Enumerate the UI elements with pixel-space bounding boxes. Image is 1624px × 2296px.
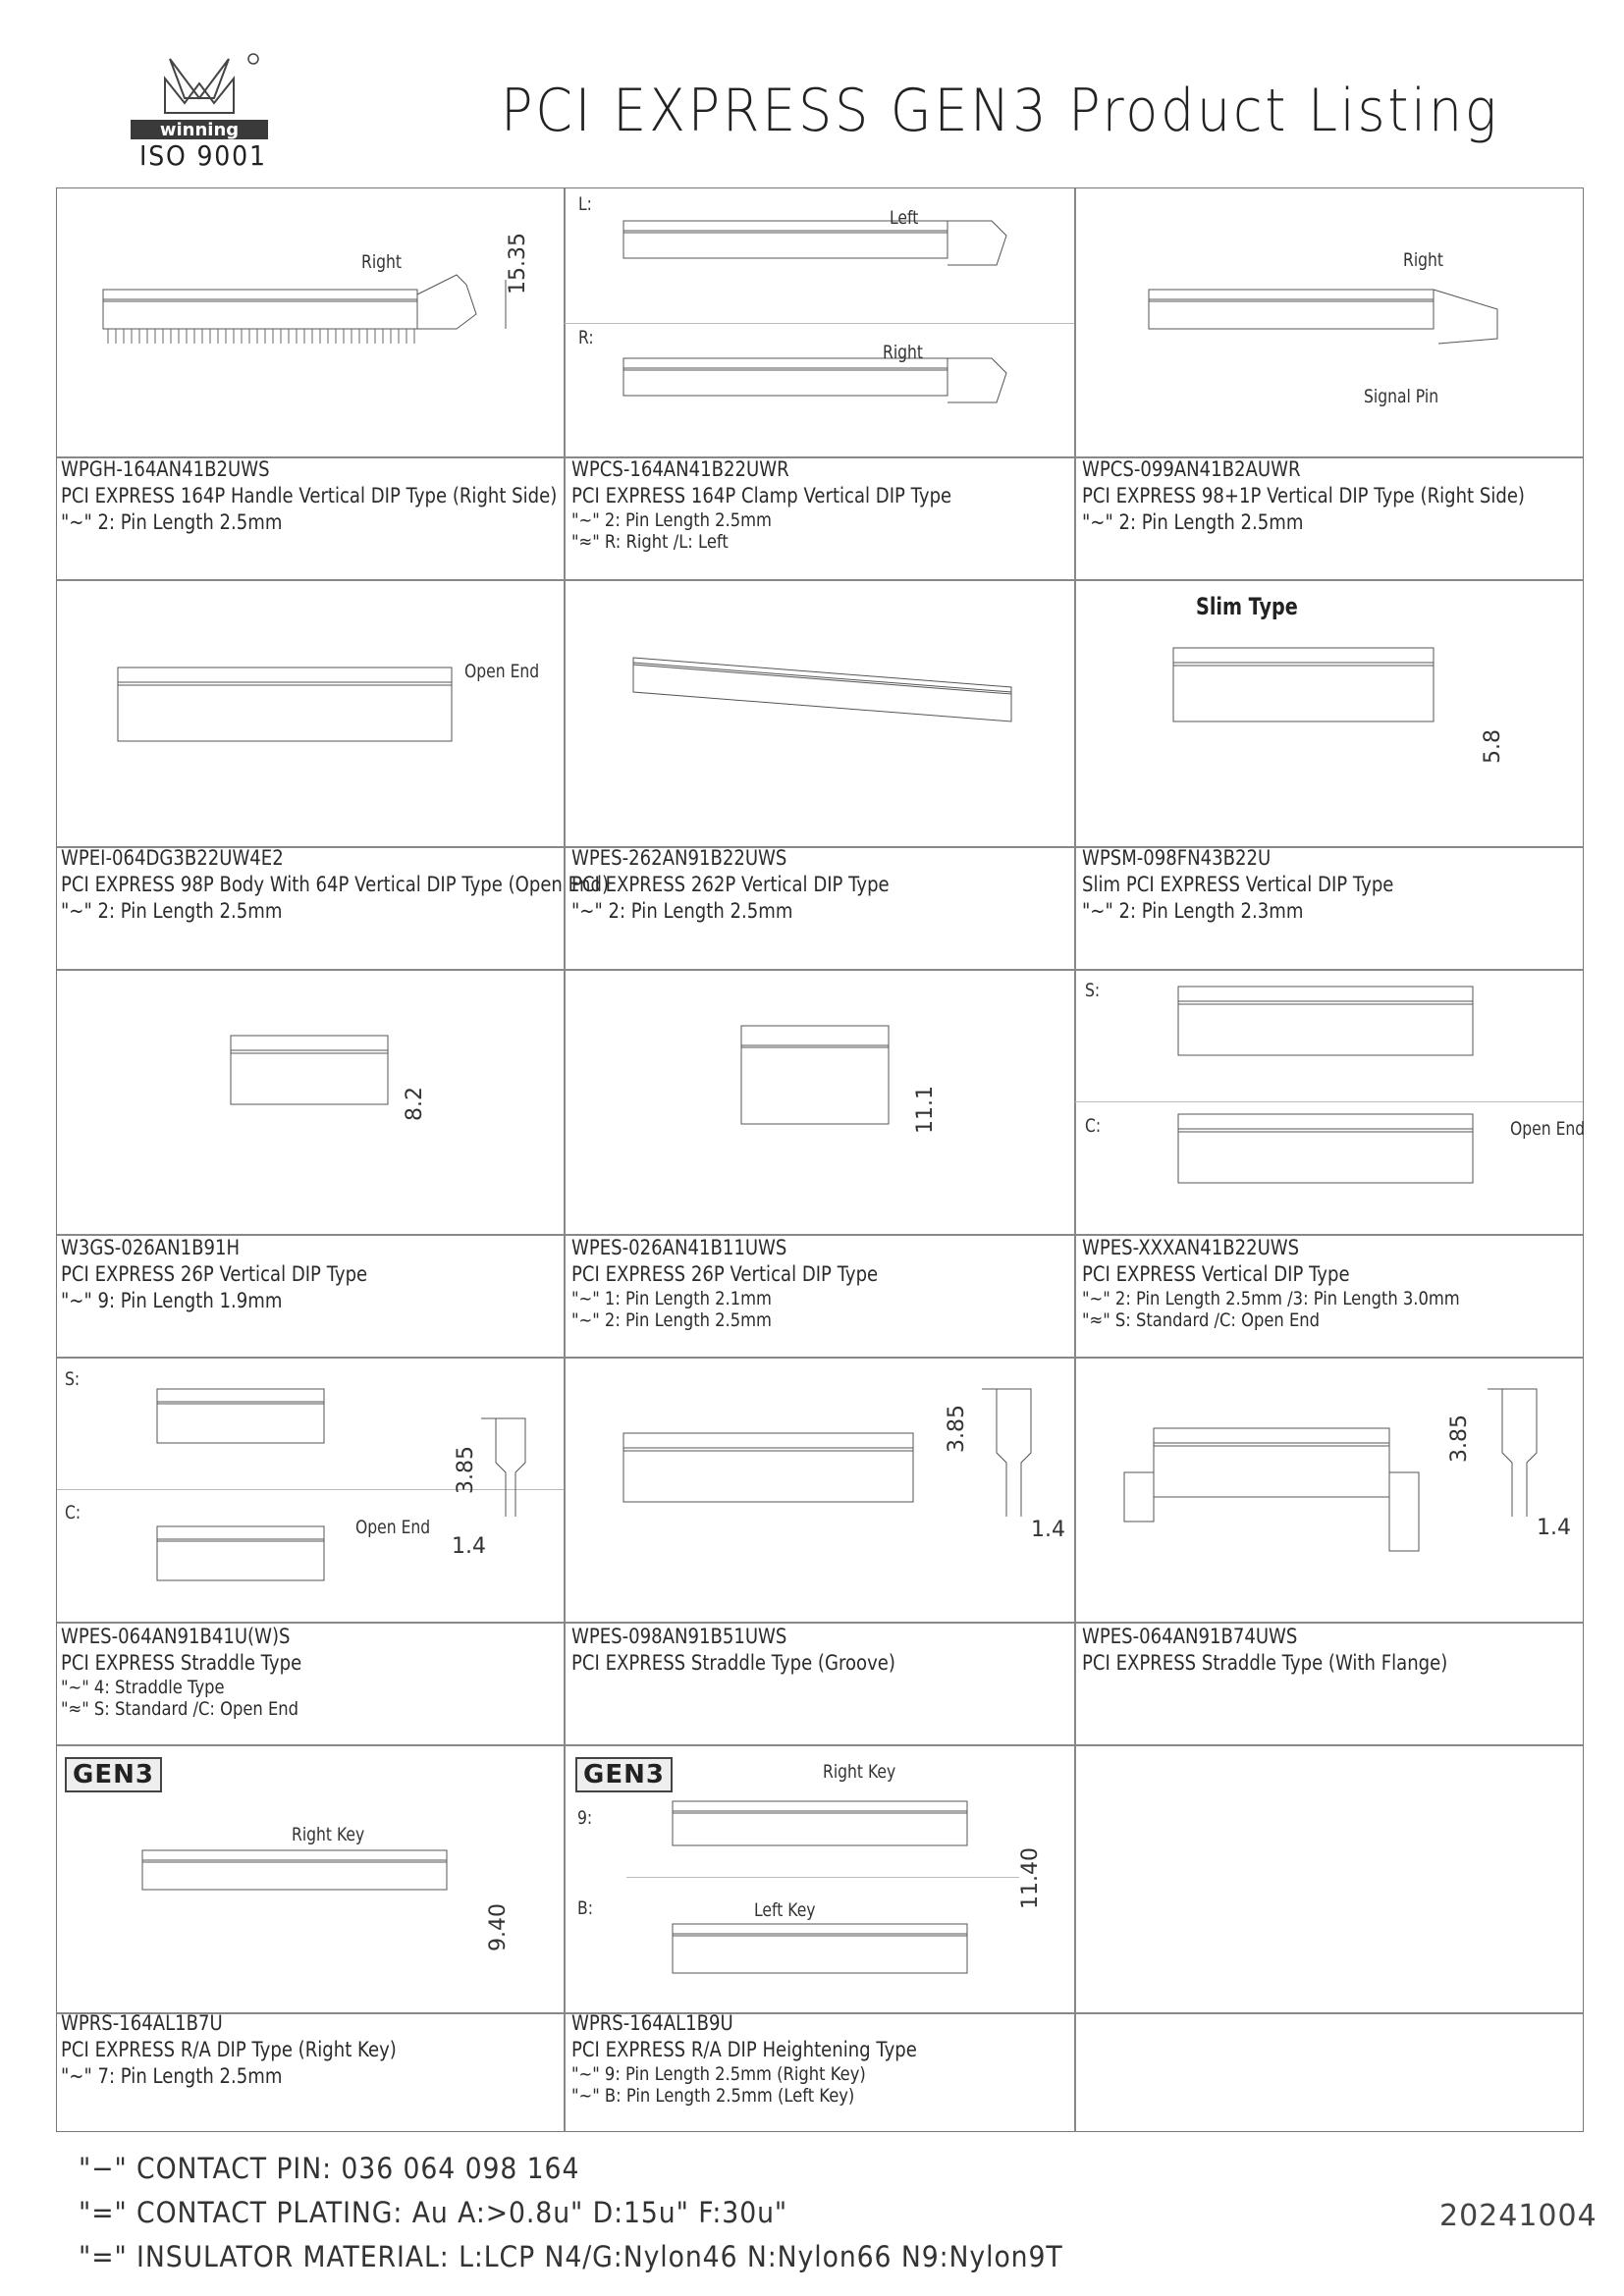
- product-note: "≈" S: Standard /C: Open End: [1082, 1309, 1321, 1331]
- product-caption: [571, 845, 890, 925]
- part-number: WPCS-099AN41B2AUWR: [1082, 457, 1301, 481]
- profile-drawing-11: [977, 1384, 1036, 1522]
- product-description: PCI EXPRESS 26P Vertical DIP Type: [61, 1262, 368, 1286]
- product-caption: [61, 1235, 367, 1314]
- product-caption: [61, 845, 609, 925]
- dim-1-4-2: 1.4: [1031, 1518, 1065, 1542]
- connector-drawing-10b: [152, 1522, 339, 1610]
- product-caption: [61, 1624, 301, 1720]
- product-description: PCI EXPRESS 98P Body With 64P Vertical DIP Type (Open End): [61, 873, 609, 896]
- profile-drawing-12: [1483, 1384, 1542, 1522]
- gen3-badge-2: GEN3: [575, 1757, 673, 1792]
- product-note: "~" 2: Pin Length 2.5mm: [571, 509, 772, 531]
- iso-label: ISO 9001: [139, 139, 267, 172]
- product-note: "≈" S: Standard /C: Open End: [61, 1698, 299, 1720]
- logo-wordmark: winning: [159, 120, 240, 140]
- label-open-end-2: Open End: [1510, 1118, 1586, 1140]
- connector-drawing-14b: [668, 1919, 982, 1998]
- product-note: "~" 2: Pin Length 2.5mm /3: Pin Length 3.0mm: [1082, 1288, 1460, 1309]
- part-number: WPEI-064DG3B22UW4E2: [61, 846, 284, 870]
- dim-3-85: 3.85: [454, 1446, 478, 1494]
- part-number: WPES-262AN91B22UWS: [571, 846, 787, 870]
- product-note: "~" 2: Pin Length 2.3mm: [1082, 899, 1304, 923]
- product-description: Slim PCI EXPRESS Vertical DIP Type: [1082, 873, 1394, 896]
- label-left-key: Left Key: [754, 1899, 816, 1921]
- product-note: "~" 2: Pin Length 2.5mm: [61, 899, 283, 923]
- product-description: PCI EXPRESS 26P Vertical DIP Type: [571, 1262, 879, 1286]
- dim-9-40: 9.40: [486, 1903, 511, 1951]
- label-l: L:: [578, 193, 592, 215]
- label-c-2: C:: [65, 1502, 81, 1523]
- connector-drawing-10a: [152, 1384, 339, 1472]
- product-description: PCI EXPRESS 98+1P Vertical DIP Type (Right Side): [1082, 484, 1525, 507]
- gen3-badge-1: GEN3: [65, 1757, 162, 1792]
- part-number: WPES-026AN41B11UWS: [571, 1236, 787, 1259]
- product-caption: [1082, 845, 1393, 925]
- product-description: PCI EXPRESS R/A DIP Type (Right Key): [61, 2038, 397, 2061]
- label-right-3: Right: [1403, 249, 1444, 271]
- dim-15-35: 15.35: [506, 233, 530, 294]
- product-description: PCI EXPRESS R/A DIP Heightening Type: [571, 2038, 917, 2061]
- dim-11-40: 11.40: [1018, 1847, 1043, 1909]
- product-caption: [1082, 456, 1525, 536]
- product-caption: [61, 2010, 397, 2090]
- footer-line-contact-plating: "=" CONTACT PLATING: Au A:>0.8u" D:15u" F:30u": [79, 2196, 788, 2229]
- label-left: Left: [890, 207, 919, 229]
- product-note: "~" 4: Straddle Type: [61, 1677, 225, 1698]
- part-number: WPSM-098FN43B22U: [1082, 846, 1272, 870]
- connector-drawing-6: [1168, 643, 1453, 761]
- part-number: WPGH-164AN41B2UWS: [61, 457, 270, 481]
- product-description: PCI EXPRESS 164P Handle Vertical DIP Type (Right Side): [61, 484, 558, 507]
- product-caption: [571, 456, 951, 553]
- part-number: WPRS-164AL1B7U: [61, 2011, 223, 2035]
- label-s-2: S:: [65, 1368, 81, 1390]
- label-s: S:: [1085, 980, 1101, 1001]
- product-note: "~" 2: Pin Length 2.5mm: [1082, 510, 1304, 534]
- dim-3-85-2: 3.85: [945, 1405, 969, 1453]
- connector-drawing-14a: [668, 1796, 982, 1865]
- dim-11-1: 11.1: [913, 1086, 938, 1134]
- product-caption: [571, 2010, 917, 2107]
- label-r: R:: [578, 327, 594, 348]
- label-open-end: Open End: [464, 661, 540, 682]
- product-note: "≈" R: Right /L: Left: [571, 531, 729, 553]
- dim-8-2: 8.2: [403, 1087, 427, 1121]
- connector-drawing-8: [736, 1021, 903, 1168]
- dim-5-8: 5.8: [1481, 729, 1505, 764]
- product-caption: [1082, 1235, 1460, 1331]
- part-number: WPES-064AN91B41U(W)S: [61, 1625, 291, 1648]
- product-note: "~" 9: Pin Length 1.9mm: [61, 1289, 283, 1312]
- label-right-key-2: Right Key: [823, 1761, 896, 1783]
- product-note: "~" 1: Pin Length 2.1mm: [571, 1288, 772, 1309]
- footer-line-contact-pin: "−" CONTACT PIN: 036 064 098 164: [79, 2152, 580, 2185]
- product-description: PCI EXPRESS Straddle Type: [61, 1651, 302, 1675]
- dim-3-85-3: 3.85: [1447, 1415, 1472, 1463]
- product-caption: [1082, 1624, 1447, 1677]
- product-note: "~" 7: Pin Length 2.5mm: [61, 2064, 283, 2088]
- connector-drawing-13: [137, 1845, 471, 1914]
- connector-drawing-4: [108, 663, 461, 790]
- label-right: Right: [361, 251, 403, 273]
- label-slim-type: Slim Type: [1196, 593, 1298, 620]
- product-description: PCI EXPRESS 262P Vertical DIP Type: [571, 873, 890, 896]
- connector-drawing-12: [1119, 1423, 1434, 1561]
- dim-1-4: 1.4: [452, 1534, 486, 1559]
- connector-drawing-2b: [614, 353, 1026, 442]
- connector-drawing-9a: [1173, 982, 1488, 1090]
- product-note: "~" B: Pin Length 2.5mm (Left Key): [571, 2085, 855, 2107]
- label-signal-pin: Signal Pin: [1364, 386, 1439, 407]
- product-caption: [571, 1624, 895, 1677]
- page-title: PCI EXPRESS GEN3 Product Listing: [501, 77, 1499, 145]
- connector-drawing-9b: [1173, 1109, 1488, 1217]
- product-description: PCI EXPRESS Straddle Type (Groove): [571, 1651, 895, 1675]
- product-note: "~" 9: Pin Length 2.5mm (Right Key): [571, 2063, 866, 2085]
- label-open-end-3: Open End: [355, 1517, 431, 1538]
- connector-drawing-5: [628, 653, 1021, 761]
- label-right-key: Right Key: [292, 1824, 365, 1845]
- product-description: PCI EXPRESS 164P Clamp Vertical DIP Type: [571, 484, 952, 507]
- label-9: 9:: [577, 1807, 593, 1829]
- product-caption: [571, 1235, 878, 1331]
- part-number: W3GS-026AN1B91H: [61, 1236, 241, 1259]
- product-note: "~" 2: Pin Length 2.5mm: [571, 1309, 772, 1331]
- footer-line-insulator: "=" INSULATOR MATERIAL: L:LCP N4/G:Nylon46 N:Nylon66 N9:Nylon9T: [79, 2240, 1063, 2273]
- connector-drawing-11: [619, 1428, 933, 1556]
- part-number: WPRS-164AL1B9U: [571, 2011, 733, 2035]
- profile-drawing-10: [476, 1414, 535, 1522]
- part-number: WPES-064AN91B74UWS: [1082, 1625, 1298, 1648]
- product-note: "~" 2: Pin Length 2.5mm: [571, 899, 793, 923]
- revision-date: 20241004: [1439, 2199, 1597, 2233]
- connector-drawing-1: [93, 270, 525, 417]
- product-note: "~" 2: Pin Length 2.5mm: [61, 510, 283, 534]
- part-number: WPES-XXXAN41B22UWS: [1082, 1236, 1300, 1259]
- label-c: C:: [1085, 1115, 1102, 1137]
- label-right-2: Right: [883, 342, 924, 363]
- connector-drawing-2a: [614, 216, 1026, 304]
- connector-drawing-7: [226, 1031, 403, 1148]
- part-number: WPCS-164AN41B22UWR: [571, 457, 789, 481]
- product-description: PCI EXPRESS Straddle Type (With Flange): [1082, 1651, 1448, 1675]
- label-b: B:: [577, 1897, 593, 1919]
- dim-1-4-3: 1.4: [1537, 1516, 1571, 1540]
- part-number: WPES-098AN91B51UWS: [571, 1625, 787, 1648]
- connector-drawing-3: [1144, 285, 1537, 393]
- product-caption: [61, 456, 557, 536]
- product-description: PCI EXPRESS Vertical DIP Type: [1082, 1262, 1350, 1286]
